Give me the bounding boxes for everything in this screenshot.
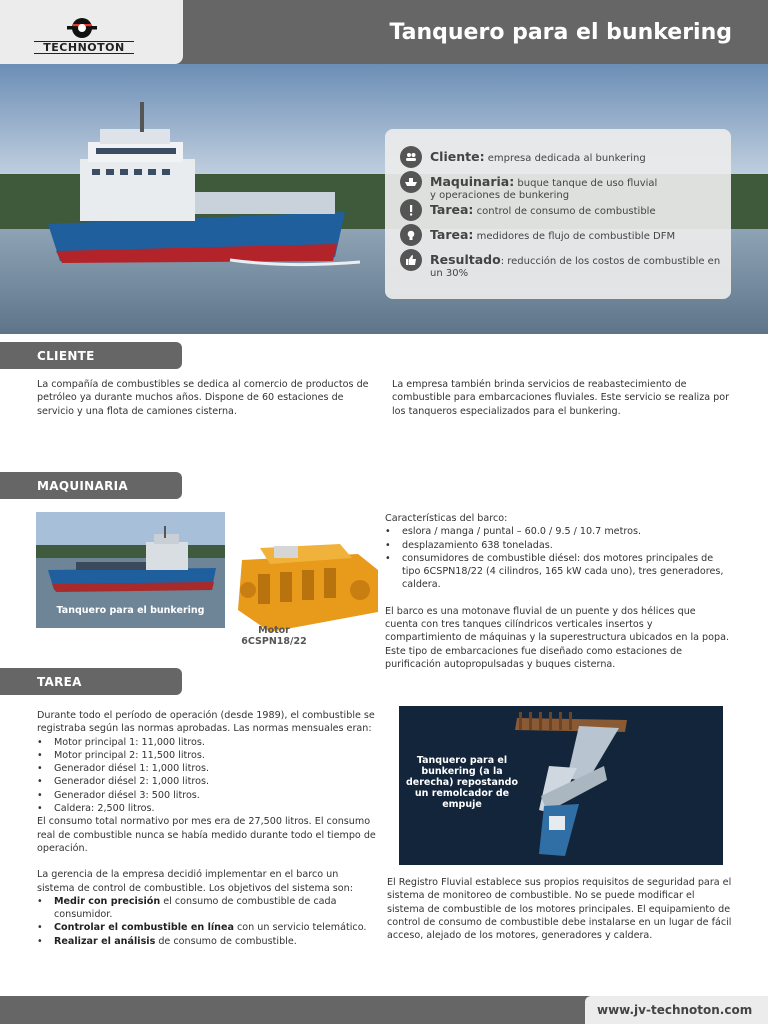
exclamation-icon [400, 199, 422, 221]
ship-icon [400, 171, 422, 193]
engine-photo [230, 540, 381, 638]
thumbs-up-icon [400, 249, 422, 271]
tanker-photo [36, 512, 225, 628]
website-link[interactable]: www.jv-technoton.com [585, 996, 768, 1024]
engine-caption-line1: Motor [258, 625, 290, 636]
info-value: empresa dedicada al bunkering [487, 153, 646, 164]
features-list [385, 525, 730, 591]
cliente-text-left: La compañía de combustibles se dedica al comercio de productos de petróleo ya durante muchos años. Dispone de 60 estaciones de servicio y una flota de camiones cisterna. [37, 379, 369, 417]
ship-description: El barco es una motonave fluvial de un puente y dos hélices que cuenta con tres tanques cilíndricos verticales insertos y compartimiento de máquinas y la superestructura ubicados en la popa. Este tipo de embarcaciones fue diseñado como estaciones de purificación autopropulsadas y buques cisterna. [385, 605, 730, 670]
logo-text: TECHNOTON [34, 41, 134, 54]
goal-rest: con un servicio telemático. [233, 922, 367, 934]
refueling-photo-caption: Tanquero para el bunkering (a la derecha) repostando un remolcador de empuje [406, 755, 518, 810]
people-icon [400, 146, 422, 168]
info-value: control de consumo de combustible [476, 206, 656, 217]
info-label: Maquinaria: [430, 174, 515, 189]
list-item: • desplazamiento 638 toneladas. [385, 539, 730, 552]
info-value: buque tanque de uso fluvial y operaciones de bunkering [430, 178, 658, 201]
norms-intro: Durante todo el período de operación (desde 1989), el combustible se registraba según las normas aprobadas. Las normas mensuales eran: [37, 710, 375, 735]
engine-image [230, 540, 381, 638]
list-item: • Motor principal 1: 11,000 litros. [37, 736, 377, 749]
norms-list [37, 736, 377, 816]
hero-image [0, 64, 768, 334]
list-item: • eslora / manga / puntal – 60.0 / 9.5 / 10.7 metros. [385, 525, 730, 538]
cliente-text-right: La empresa también brinda servicios de reabastecimiento de combustible para embarcaciones fluviales. Este servicio se realiza por los tanqueros especializados para el bunkering. [392, 379, 730, 417]
logo[interactable] [0, 0, 183, 64]
section-tab-cliente: CLIENTE [0, 342, 182, 369]
tarea-text-right: El Registro Fluvial establece sus propios requisitos de seguridad para el sistema de monitoreo de combustible. No se puede modificar el sistema de combustible de los motores principales. El equipamiento de control de consumo de combustible debe instalarse en un lugar de fácil acceso, alejado de los motores, generadores y caldera. [387, 877, 732, 942]
tarea-text-left [37, 709, 377, 948]
goal-rest: de consumo de combustible. [155, 935, 297, 947]
page-title: Tanquero para el bunkering [389, 20, 732, 45]
goal-bold: Controlar el combustible en línea [54, 922, 234, 934]
engine-caption-line2: 6CSPN18/22 [241, 636, 307, 647]
list-item: • Motor principal 2: 11,500 litros. [37, 749, 377, 762]
page-footer [0, 996, 768, 1024]
goal-bold: Medir con precisión [54, 895, 161, 907]
ship-features [385, 512, 730, 671]
section-tab-tarea: TAREA [0, 668, 182, 695]
info-row-cliente [400, 146, 731, 168]
list-item: • Caldera: 2,500 litros. [37, 802, 377, 815]
tanker-photo-caption: Tanquero para el bunkering [56, 605, 205, 616]
info-label: Cliente: [430, 149, 485, 164]
lightbulb-icon [400, 224, 422, 246]
list-item [37, 895, 377, 922]
goals-list [37, 895, 377, 948]
list-item: • Generador diésel 3: 500 litros. [37, 789, 377, 802]
list-item: • Generador diésel 2: 1,000 litros. [37, 775, 377, 788]
info-row-tarea [400, 199, 731, 221]
list-item [37, 921, 377, 934]
info-row-maquinaria [400, 171, 731, 202]
info-label: Resultado [430, 252, 501, 267]
info-value: medidores de flujo de combustible DFM [476, 231, 676, 242]
list-item: • consumidores de combustible diésel: dos motores principales de tipo 6CSPN18/22 (4 cilindros, 165 kW cada uno), tres generadores, caldera. [385, 552, 730, 592]
goal-rest: el consumo de combustible de cada consumidor. [54, 895, 337, 921]
features-heading: Características del barco: [385, 513, 508, 524]
info-label: Tarea: [430, 202, 474, 217]
section-tab-maquinaria: MAQUINARIA [0, 472, 182, 499]
list-item: • Generador diésel 1: 1,000 litros. [37, 762, 377, 775]
total-consumption: El consumo total normativo por mes era de 27,500 litros. El consumo real de combustible nunca se había medido durante todo el tiempo de operación. [37, 816, 376, 854]
goals-intro: La gerencia de la empresa decidió implementar en el barco un sistema de control de combustible. Los objetivos del sistema son: [37, 869, 353, 894]
technoton-logo-icon [67, 15, 97, 41]
refueling-photo [399, 706, 723, 865]
page-header [0, 0, 768, 64]
info-row-resultado [400, 249, 731, 280]
info-label: Tarea: [430, 227, 474, 242]
goal-bold: Realizar el análisis [54, 935, 156, 947]
engine-photo-caption [238, 625, 310, 647]
info-row-tarea-dfm [400, 224, 731, 246]
list-item [37, 935, 377, 948]
info-card [385, 129, 731, 299]
info-value: : reducción de los costos de combustible en un 30% [430, 256, 721, 279]
